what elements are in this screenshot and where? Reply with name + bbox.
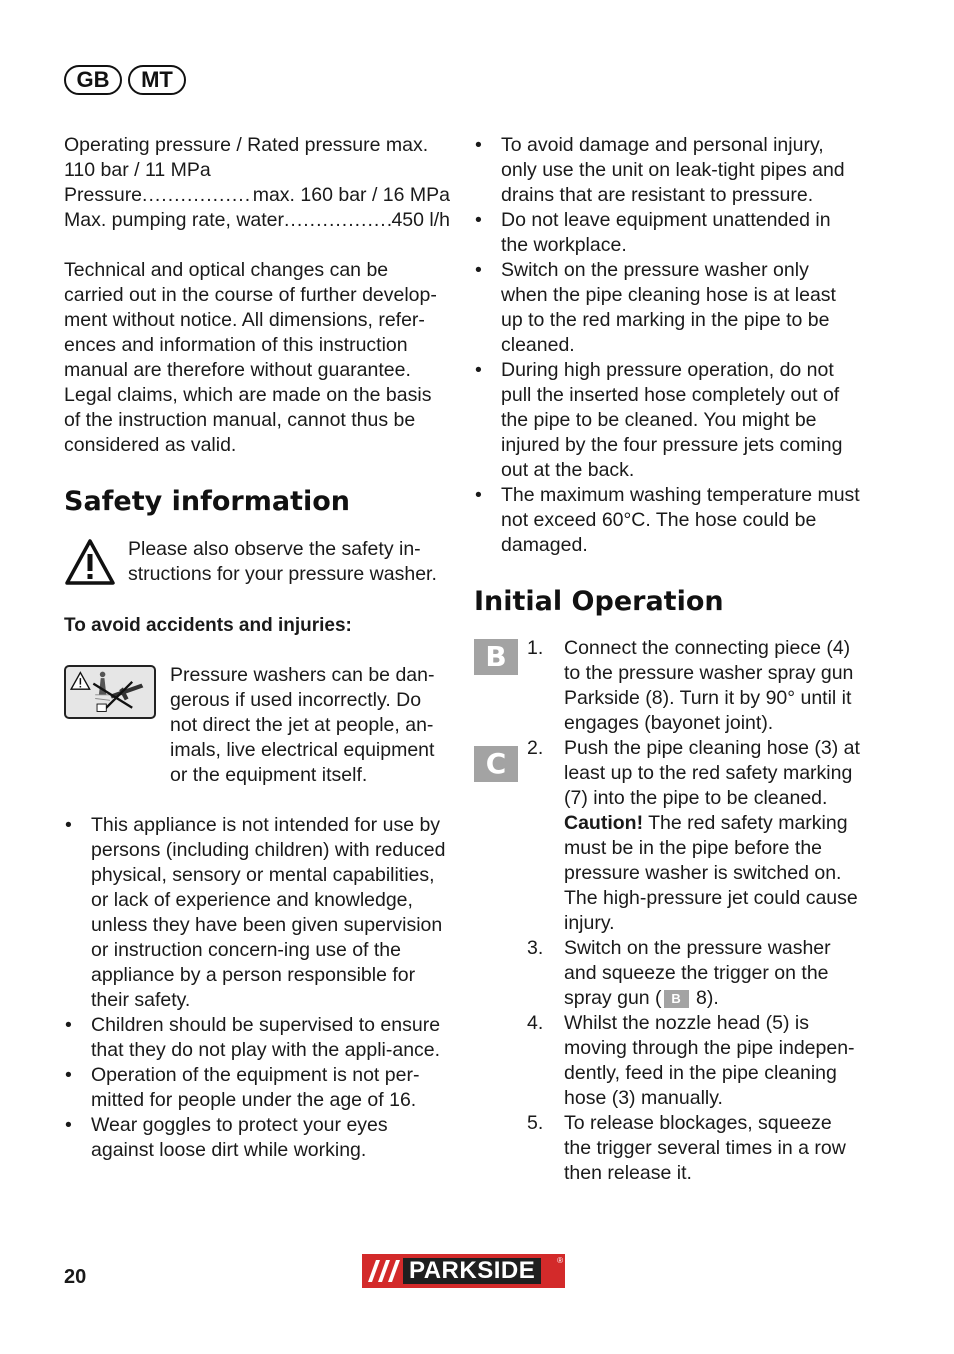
jet-warning-text: Pressure washers can be dan-gerous if used incorrectly. Do not direct the jet at people, an-imals, live electrical equipment or the equipment itself. <box>170 664 435 786</box>
spec-label: Pressure <box>64 184 143 206</box>
language-badges <box>64 65 186 95</box>
warning-triangle-icon <box>64 537 116 589</box>
spec-pressure <box>64 183 450 208</box>
spec-label: Operating pressure / Rated pressure <box>64 134 381 156</box>
step-text-end: 8). <box>690 987 719 1009</box>
step-number: 3. <box>527 937 544 959</box>
spec-operating-pressure <box>64 133 450 183</box>
list-item <box>474 636 860 736</box>
parkside-logo <box>362 1254 565 1288</box>
safety-heading: Safety information <box>64 486 351 517</box>
logo-brand-text: PARKSIDE <box>403 1258 541 1284</box>
language-badge-gb: GB <box>64 65 122 95</box>
list-item <box>474 936 860 1011</box>
registered-mark: ® <box>557 1256 563 1265</box>
spec-pumping-rate <box>64 208 450 233</box>
safety-bullets-right <box>474 133 860 558</box>
operation-steps <box>474 636 860 1186</box>
notice-paragraph: Technical and optical changes can be carried out in the course of further develop-ment without notice. All dimensions, refer-ences and information of this instruction manual are therefore without guarantee. Legal claims, which are made on the basis of the instruction manual, cannot thus be considered as valid. <box>64 259 437 456</box>
list-item <box>474 1111 860 1186</box>
step-text: Whilst the nozzle head (5) is moving through the pipe indepen-dently, feed in the pipe cleaning hose (3) manually. <box>564 1012 855 1109</box>
step-text: Switch on the pressure washer and squeeze the trigger on the spray gun ( <box>564 937 831 1009</box>
spec-value: max. 110 bar / 11 MPa <box>64 134 429 181</box>
step-number: 4. <box>527 1012 544 1034</box>
jet-warning-block <box>64 663 450 788</box>
figure-tag-c: C <box>474 746 518 782</box>
spray-gun-warning-icon <box>64 665 156 719</box>
list-item <box>474 1011 860 1111</box>
list-item: • Operation of the equipment is not per-mitted for people under the age of 16. <box>64 1063 450 1113</box>
list-item: • This appliance is not intended for use by persons (including children) with reduced physical, sensory or mental capabilities, or lack of experience and knowledge, unless they have been given supervision or instruction concern-ing use of the appliance by a person responsible for their safety. <box>64 813 450 1013</box>
right-column <box>474 133 860 1186</box>
list-item: • Switch on the pressure washer only when the pipe cleaning hose is at least up to the red marking in the pipe to be cleaned. <box>474 258 860 358</box>
spec-value: 450 l/h <box>391 209 450 231</box>
list-item: • Children should be supervised to ensure that they do not play with the appli-ance. <box>64 1013 450 1063</box>
caution-label: Caution! <box>564 812 644 834</box>
spec-dots <box>142 183 253 208</box>
list-item <box>474 736 860 936</box>
safety-warning-text: Please also observe the safety in-structions for your pressure washer. <box>128 538 437 585</box>
spec-dots <box>284 208 391 233</box>
left-column <box>64 133 450 1163</box>
step-number: 1. <box>527 637 544 659</box>
step-text: Push the pipe cleaning hose (3) at least up to the red safety marking (7) into the pipe to be cleaned. <box>564 737 860 809</box>
logo-stripes-icon <box>362 1254 402 1288</box>
operation-steps-block <box>474 636 860 1186</box>
spec-value: max. 160 bar / 16 MPa <box>252 184 450 206</box>
technical-specs <box>64 133 450 233</box>
step-number: 2. <box>527 737 544 759</box>
safety-warning-block <box>64 537 450 589</box>
list-item: • Wear goggles to protect your eyes against loose dirt while working. <box>64 1113 450 1163</box>
figure-tag-b: B <box>474 639 518 675</box>
list-item: • The maximum washing temperature must not exceed 60°C. The hose could be damaged. <box>474 483 860 558</box>
step-text: To release blockages, squeeze the trigger several times in a row then release it. <box>564 1112 846 1184</box>
spec-label: Max. pumping rate, water <box>64 209 285 231</box>
list-item: • During high pressure operation, do not pull the inserted hose completely out of the pipe to be cleaned. You might be injured by the four pressure jets coming out at the back. <box>474 358 860 483</box>
list-item: • To avoid damage and personal injury, only use the unit on leak-tight pipes and drains that are resistant to pressure. <box>474 133 860 208</box>
page-number: 20 <box>64 1266 87 1288</box>
step-text: Connect the connecting piece (4) to the pressure washer spray gun Parkside (8). Turn it by 90° until it engages (bayonet joint). <box>564 637 854 734</box>
initial-operation-heading: Initial Operation <box>474 586 724 617</box>
safety-bullets-left <box>64 813 450 1163</box>
list-item: • Do not leave equipment unattended in the workplace. <box>474 208 860 258</box>
language-badge-mt: MT <box>128 65 186 95</box>
caution-text: The red safety marking must be in the pipe before the pressure washer is switched on. The high-pressure jet could cause injury. <box>564 812 858 934</box>
step-number: 5. <box>527 1112 544 1134</box>
inline-figure-tag-b: B <box>664 990 689 1008</box>
accidents-subheading: To avoid accidents and injuries: <box>64 615 352 636</box>
